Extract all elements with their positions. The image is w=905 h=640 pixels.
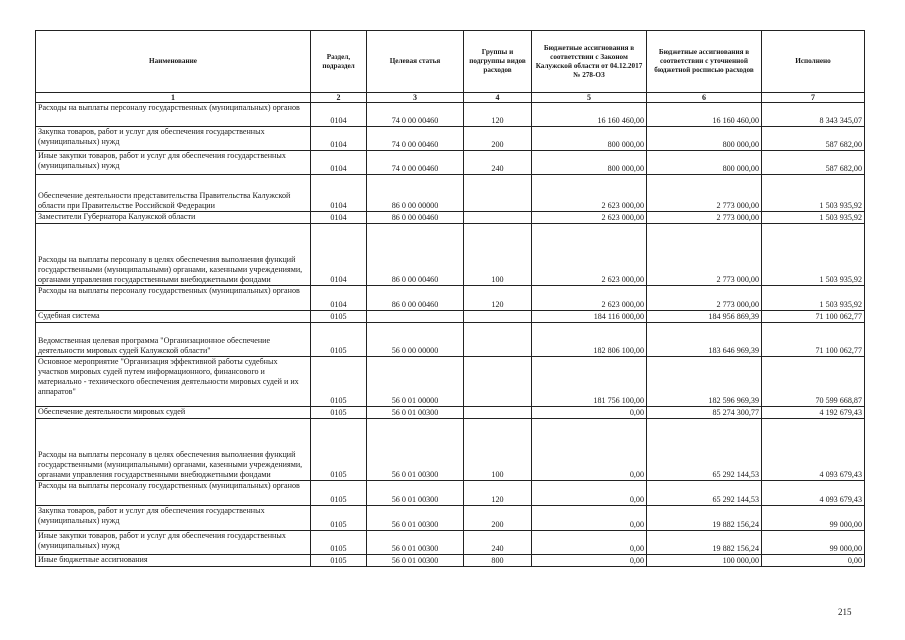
table-row bbox=[36, 127, 865, 151]
row-group: 120 bbox=[464, 286, 532, 311]
row-schedule: 183 646 969,39 bbox=[647, 323, 762, 357]
row-target: 56 0 01 00000 bbox=[367, 357, 464, 407]
row-schedule: 2 773 000,00 bbox=[647, 175, 762, 212]
row-name: Иные закупки товаров, работ и услуг для обеспечения государственных (муниципальных) нужд bbox=[36, 151, 311, 175]
row-schedule: 19 882 156,24 bbox=[647, 531, 762, 555]
row-execution: 1 503 935,92 bbox=[762, 286, 865, 311]
row-execution: 71 100 062,77 bbox=[762, 323, 865, 357]
row-law: 0,00 bbox=[532, 555, 647, 567]
row-schedule: 65 292 144,53 bbox=[647, 481, 762, 506]
row-section: 0105 bbox=[311, 531, 367, 555]
row-target: 56 0 01 00300 bbox=[367, 531, 464, 555]
row-group bbox=[464, 357, 532, 407]
row-execution: 4 192 679,43 bbox=[762, 407, 865, 419]
row-target: 86 0 00 00460 bbox=[367, 212, 464, 224]
row-law: 0,00 bbox=[532, 481, 647, 506]
row-schedule: 800 000,00 bbox=[647, 127, 762, 151]
table-row bbox=[36, 151, 865, 175]
row-name: Закупка товаров, работ и услуг для обеспечения государственных (муниципальных) нужд bbox=[36, 127, 311, 151]
column-number: 3 bbox=[367, 93, 464, 103]
row-execution: 71 100 062,77 bbox=[762, 311, 865, 323]
row-schedule: 800 000,00 bbox=[647, 151, 762, 175]
column-number: 4 bbox=[464, 93, 532, 103]
row-law: 182 806 100,00 bbox=[532, 323, 647, 357]
row-target: 56 0 01 00300 bbox=[367, 407, 464, 419]
row-law: 800 000,00 bbox=[532, 127, 647, 151]
table-row bbox=[36, 311, 865, 323]
table-row bbox=[36, 481, 865, 506]
row-name: Иные бюджетные ассигнования bbox=[36, 555, 311, 567]
row-name: Основное мероприятие "Организация эффективной работы судебных участков мировых судей путем информационного, финансового и материально - технического обеспечения деятельности мировых судей и их аппаратов" bbox=[36, 357, 311, 407]
row-schedule: 184 956 869,39 bbox=[647, 311, 762, 323]
row-schedule: 2 773 000,00 bbox=[647, 286, 762, 311]
row-schedule: 100 000,00 bbox=[647, 555, 762, 567]
row-law: 2 623 000,00 bbox=[532, 175, 647, 212]
row-name: Ведомственная целевая программа "Организационное обеспечение деятельности мировых судей Калужской области" bbox=[36, 323, 311, 357]
header-target: Целевая статья bbox=[367, 31, 464, 93]
row-group: 200 bbox=[464, 127, 532, 151]
row-execution: 8 343 345,07 bbox=[762, 103, 865, 127]
row-execution: 587 682,00 bbox=[762, 151, 865, 175]
row-target: 74 0 00 00460 bbox=[367, 127, 464, 151]
row-name: Расходы на выплаты персоналу государственных (муниципальных) органов bbox=[36, 481, 311, 506]
row-section: 0105 bbox=[311, 323, 367, 357]
column-number: 2 bbox=[311, 93, 367, 103]
row-section: 0105 bbox=[311, 506, 367, 531]
table-row bbox=[36, 357, 865, 407]
row-name: Расходы на выплаты персоналу в целях обеспечения выполнения функций государственными (муниципальными) органами, казенными учреждениями, органами управления государственными внебюджетными фондами bbox=[36, 419, 311, 481]
row-schedule: 182 596 969,39 bbox=[647, 357, 762, 407]
row-group: 120 bbox=[464, 103, 532, 127]
budget-table bbox=[35, 30, 865, 567]
row-name: Судебная система bbox=[36, 311, 311, 323]
row-name: Закупка товаров, работ и услуг для обеспечения государственных (муниципальных) нужд bbox=[36, 506, 311, 531]
row-target: 56 0 01 00300 bbox=[367, 481, 464, 506]
table-row bbox=[36, 419, 865, 481]
row-group: 800 bbox=[464, 555, 532, 567]
row-name: Обеспечение деятельности мировых судей bbox=[36, 407, 311, 419]
column-number: 6 bbox=[647, 93, 762, 103]
row-execution: 0,00 bbox=[762, 555, 865, 567]
table-row bbox=[36, 224, 865, 286]
row-section: 0105 bbox=[311, 481, 367, 506]
row-name: Заместители Губернатора Калужской области bbox=[36, 212, 311, 224]
row-target: 86 0 00 00460 bbox=[367, 286, 464, 311]
row-schedule: 19 882 156,24 bbox=[647, 506, 762, 531]
row-group bbox=[464, 212, 532, 224]
header-groups: Группы и подгруппы видов расходов bbox=[464, 31, 532, 93]
row-group: 100 bbox=[464, 224, 532, 286]
row-target: 86 0 00 00460 bbox=[367, 224, 464, 286]
table-row bbox=[36, 323, 865, 357]
row-law: 181 756 100,00 bbox=[532, 357, 647, 407]
row-schedule: 2 773 000,00 bbox=[647, 224, 762, 286]
row-section: 0104 bbox=[311, 127, 367, 151]
row-law: 0,00 bbox=[532, 419, 647, 481]
row-name: Обеспечение деятельности представительства Правительства Калужской области при Правительстве Российской Федерации bbox=[36, 175, 311, 212]
row-name: Расходы на выплаты персоналу государственных (муниципальных) органов bbox=[36, 286, 311, 311]
row-section: 0104 bbox=[311, 286, 367, 311]
row-execution: 1 503 935,92 bbox=[762, 212, 865, 224]
row-target: 74 0 00 00460 bbox=[367, 151, 464, 175]
row-execution: 1 503 935,92 bbox=[762, 175, 865, 212]
row-section: 0105 bbox=[311, 311, 367, 323]
row-target: 86 0 00 00000 bbox=[367, 175, 464, 212]
header-execution: Исполнено bbox=[762, 31, 865, 93]
row-schedule: 2 773 000,00 bbox=[647, 212, 762, 224]
row-target: 56 0 01 00300 bbox=[367, 506, 464, 531]
row-target bbox=[367, 311, 464, 323]
row-target: 56 0 01 00300 bbox=[367, 419, 464, 481]
row-law: 184 116 000,00 bbox=[532, 311, 647, 323]
row-section: 0104 bbox=[311, 224, 367, 286]
row-execution: 99 000,00 bbox=[762, 506, 865, 531]
row-group bbox=[464, 311, 532, 323]
row-section: 0105 bbox=[311, 555, 367, 567]
row-section: 0104 bbox=[311, 103, 367, 127]
row-group: 240 bbox=[464, 151, 532, 175]
row-schedule: 65 292 144,53 bbox=[647, 419, 762, 481]
row-section: 0105 bbox=[311, 407, 367, 419]
table-row bbox=[36, 103, 865, 127]
row-name: Иные закупки товаров, работ и услуг для обеспечения государственных (муниципальных) нужд bbox=[36, 531, 311, 555]
table-row bbox=[36, 506, 865, 531]
row-group bbox=[464, 175, 532, 212]
column-number: 5 bbox=[532, 93, 647, 103]
row-name: Расходы на выплаты персоналу в целях обеспечения выполнения функций государственными (муниципальными) органами, казенными учреждениями, органами управления государственными внебюджетными фондами bbox=[36, 224, 311, 286]
table-body bbox=[36, 103, 865, 567]
row-execution: 1 503 935,92 bbox=[762, 224, 865, 286]
page-number: 215 bbox=[838, 607, 852, 617]
row-section: 0104 bbox=[311, 175, 367, 212]
header-name: Наименование bbox=[36, 31, 311, 93]
row-schedule: 16 160 460,00 bbox=[647, 103, 762, 127]
header-schedule: Бюджетные ассигнования в соответствии с уточненной бюджетной росписью расходов bbox=[647, 31, 762, 93]
row-execution: 4 093 679,43 bbox=[762, 419, 865, 481]
row-target: 56 0 00 00000 bbox=[367, 323, 464, 357]
row-group: 240 bbox=[464, 531, 532, 555]
row-law: 2 623 000,00 bbox=[532, 212, 647, 224]
row-law: 2 623 000,00 bbox=[532, 286, 647, 311]
row-law: 0,00 bbox=[532, 531, 647, 555]
row-group: 200 bbox=[464, 506, 532, 531]
row-execution: 4 093 679,43 bbox=[762, 481, 865, 506]
row-schedule: 85 274 300,77 bbox=[647, 407, 762, 419]
row-group bbox=[464, 407, 532, 419]
row-section: 0105 bbox=[311, 357, 367, 407]
row-law: 0,00 bbox=[532, 506, 647, 531]
row-law: 16 160 460,00 bbox=[532, 103, 647, 127]
row-group: 120 bbox=[464, 481, 532, 506]
row-group: 100 bbox=[464, 419, 532, 481]
table-row bbox=[36, 212, 865, 224]
row-target: 56 0 01 00300 bbox=[367, 555, 464, 567]
row-law: 2 623 000,00 bbox=[532, 224, 647, 286]
table-row bbox=[36, 531, 865, 555]
row-execution: 70 599 668,87 bbox=[762, 357, 865, 407]
table-header bbox=[36, 31, 865, 103]
column-number: 1 bbox=[36, 93, 311, 103]
row-section: 0104 bbox=[311, 212, 367, 224]
header-section: Раздел, подраздел bbox=[311, 31, 367, 93]
row-group bbox=[464, 323, 532, 357]
table-row bbox=[36, 407, 865, 419]
header-law: Бюджетные ассигнования в соответствии с Законом Калужской области от 04.12.2017 № 278-ОЗ bbox=[532, 31, 647, 93]
row-law: 800 000,00 bbox=[532, 151, 647, 175]
row-name: Расходы на выплаты персоналу государственных (муниципальных) органов bbox=[36, 103, 311, 127]
row-execution: 587 682,00 bbox=[762, 127, 865, 151]
table-row bbox=[36, 175, 865, 212]
table-row bbox=[36, 286, 865, 311]
table-row bbox=[36, 555, 865, 567]
row-law: 0,00 bbox=[532, 407, 647, 419]
column-number: 7 bbox=[762, 93, 865, 103]
row-section: 0105 bbox=[311, 419, 367, 481]
column-numbers-row bbox=[36, 93, 865, 103]
row-execution: 99 000,00 bbox=[762, 531, 865, 555]
row-section: 0104 bbox=[311, 151, 367, 175]
row-target: 74 0 00 00460 bbox=[367, 103, 464, 127]
